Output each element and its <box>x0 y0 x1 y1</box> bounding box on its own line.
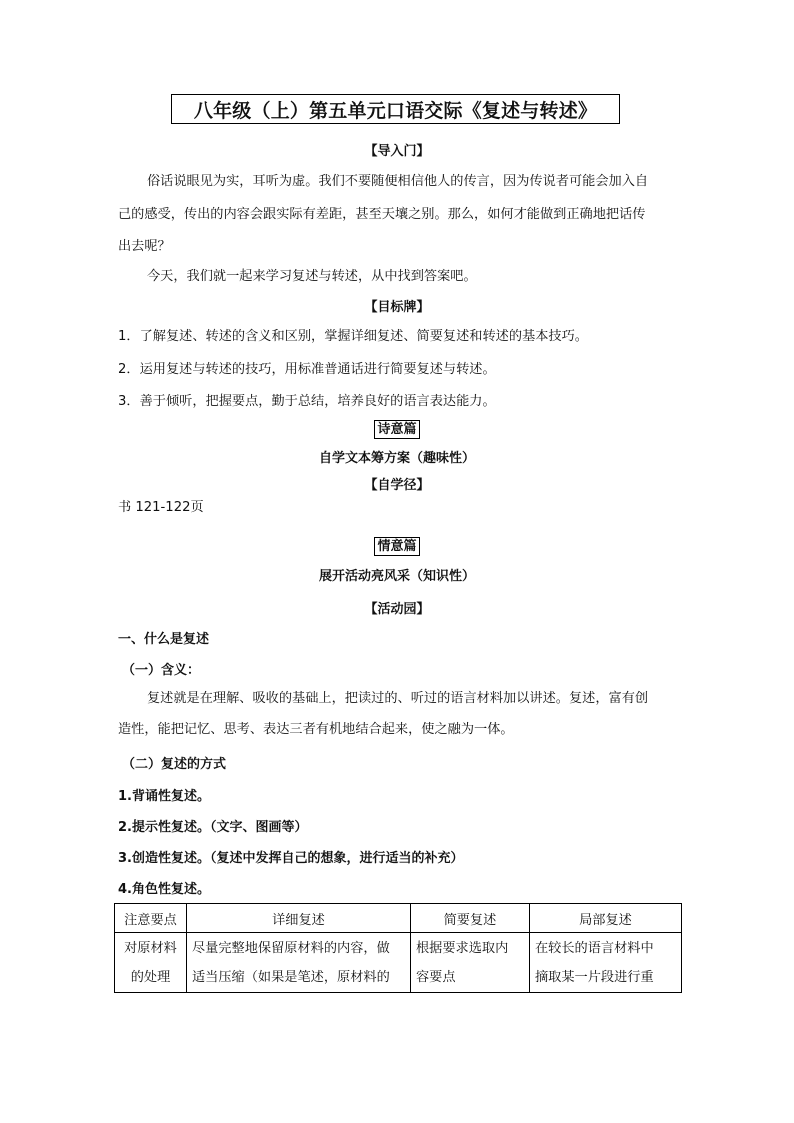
table-row <box>115 933 682 993</box>
intro-para1-line2: 己的感受，传出的内容会跟实际有差距，甚至天壤之别。那么，如何才能做到正确地把话传 <box>118 207 646 222</box>
cell-line: 在较长的语言材料中 <box>535 941 654 956</box>
goals-heading: 【目标牌】 <box>364 300 430 315</box>
title-box <box>171 94 620 124</box>
table-header-row <box>115 904 682 933</box>
goal-item: 2．运用复述与转述的技巧，用标准普通话进行简要复述与转述。 <box>118 362 496 377</box>
section1-sub2: （二）复述的方式 <box>122 757 227 772</box>
poetry-badge-wrap <box>0 418 794 439</box>
cell-line: 容要点 <box>416 970 456 985</box>
table-cell <box>187 933 411 993</box>
emotion-badge: 情意篇 <box>374 537 419 556</box>
cell-line: 的处理 <box>130 970 171 985</box>
method-item: 4.角色性复述。 <box>118 882 210 897</box>
definition-line2: 造性，能把记忆、思考、表达三者有机地结合起来，使之融为一体。 <box>118 722 514 737</box>
section1-title: 一、什么是复述 <box>118 632 210 647</box>
definition-line1: 复述就是在理解、吸收的基础上，把读过的、听过的语言材料加以讲述。复述，富有创 <box>147 691 649 706</box>
cell-line: 尽量完整地保留原材料的内容，做 <box>192 941 390 956</box>
poetry-heading: 【自学径】 <box>364 478 430 493</box>
goal-item: 3．善于倾听，把握要点，勤于总结，培养良好的语言表达能力。 <box>118 394 496 409</box>
poetry-pages: 书 121-122页 <box>118 500 204 515</box>
document-title: 八年级（上）第五单元口语交际《复述与转述》 <box>193 99 598 122</box>
poetry-subtitle: 自学文本筹方案（趣味性） <box>318 451 475 466</box>
method-item: 1.背诵性复述。 <box>118 789 210 804</box>
retelling-table <box>114 903 682 993</box>
goal-item: 1．了解复述、转述的含义和区别，掌握详细复述、简要复述和转述的基本技巧。 <box>118 329 588 344</box>
poetry-badge: 诗意篇 <box>374 420 419 439</box>
table-header: 简要复述 <box>411 904 530 933</box>
table-header: 注意要点 <box>115 904 187 933</box>
emotion-badge-wrap <box>0 535 794 556</box>
intro-para1-line3: 出去呢？ <box>118 239 171 254</box>
section1-sub1: （一）含义： <box>122 663 201 678</box>
method-item: 3.创造性复述。（复述中发挥自己的想象，进行适当的补充） <box>118 851 464 866</box>
cell-line: 摘取某一片段进行重 <box>535 970 654 985</box>
emotion-subtitle: 展开活动亮风采（知识性） <box>318 569 475 584</box>
method-item: 2.提示性复述。（文字、图画等） <box>118 820 308 835</box>
table-cell <box>530 933 682 993</box>
intro-para1-line1: 俗话说眼见为实，耳听为虚。我们不要随便相信他人的传言，因为传说者可能会加入自 <box>147 174 649 189</box>
cell-line: 适当压缩（如果是笔述，原材料的 <box>192 970 390 985</box>
table-header: 详细复述 <box>187 904 411 933</box>
intro-para2: 今天，我们就一起来学习复述与转述，从中找到答案吧。 <box>147 269 477 284</box>
cell-line: 根据要求选取内 <box>416 941 509 956</box>
table-cell <box>115 933 187 993</box>
intro-heading: 【导入门】 <box>364 144 430 159</box>
emotion-heading: 【活动园】 <box>364 602 430 617</box>
cell-line: 对原材料 <box>124 941 177 956</box>
table-cell <box>411 933 530 993</box>
table-header: 局部复述 <box>530 904 682 933</box>
